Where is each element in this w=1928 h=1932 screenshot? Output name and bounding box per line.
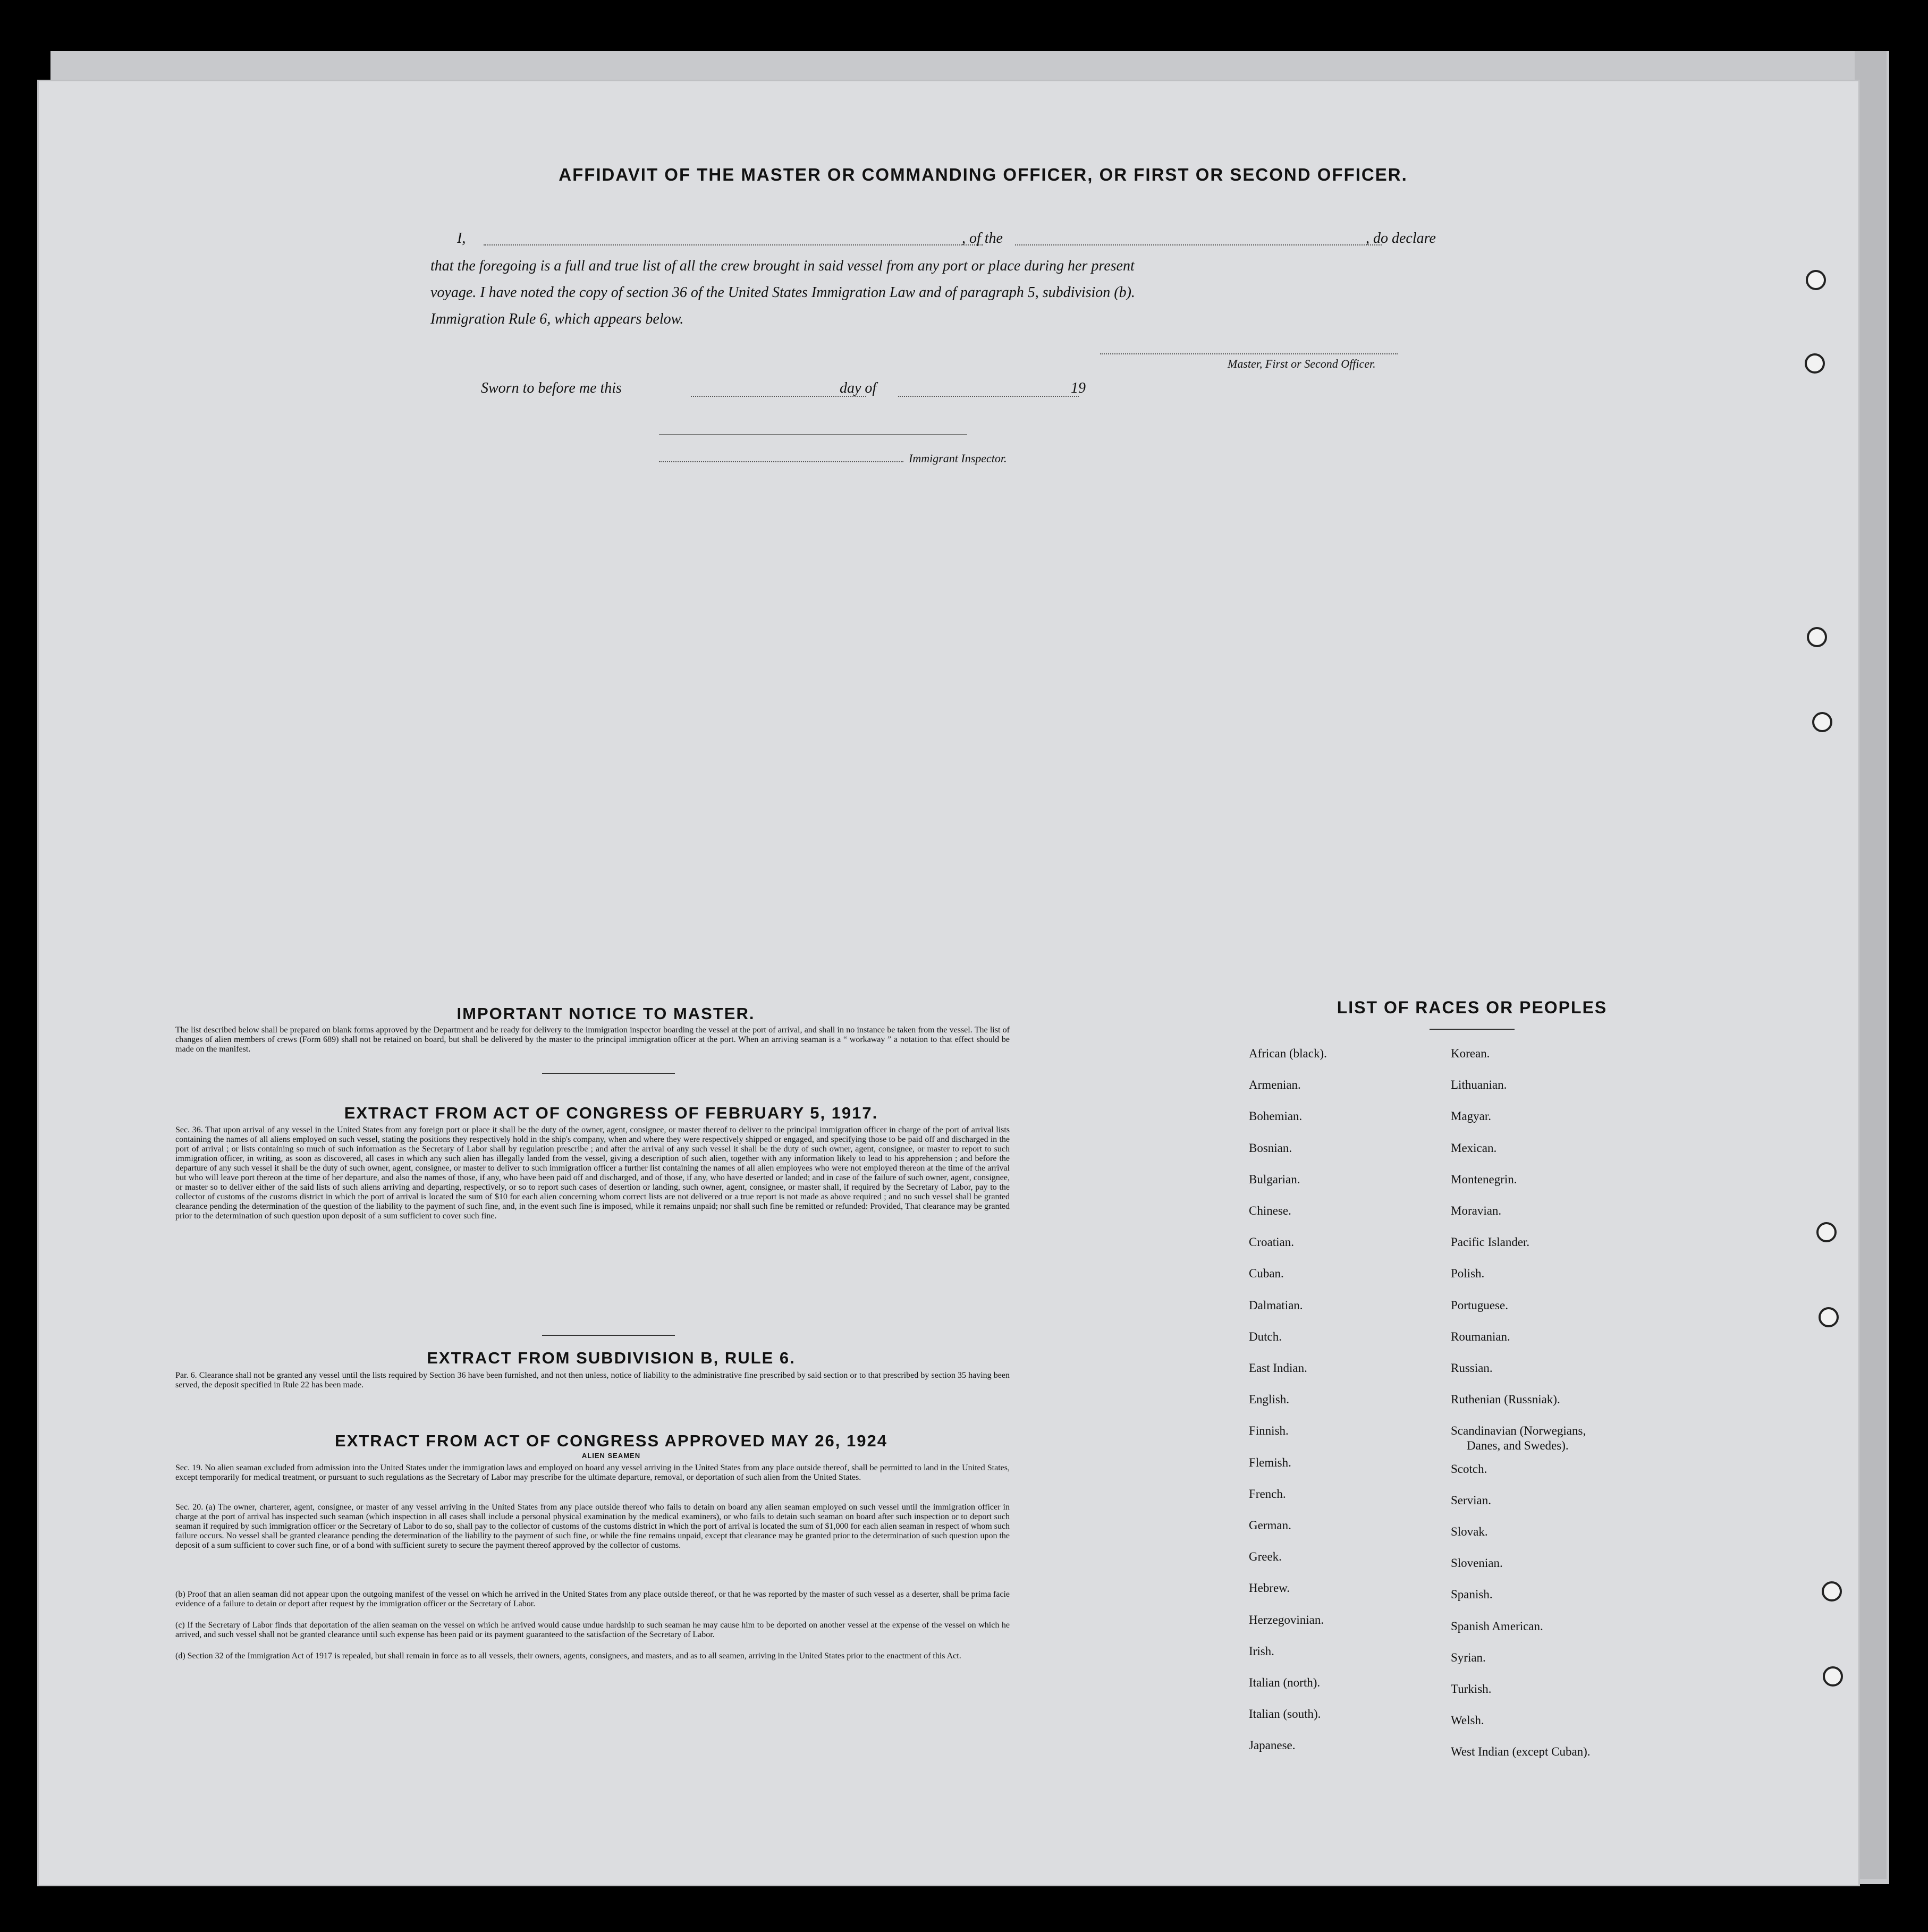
race-item: Cuban. xyxy=(1249,1267,1284,1281)
race-item: Lithuanian. xyxy=(1451,1078,1507,1092)
race-item: Ruthenian (Russniak). xyxy=(1451,1393,1560,1406)
race-item: Danes, and Swedes). xyxy=(1467,1439,1569,1453)
affidavit-line-3: voyage. I have noted the copy of section 36 of the United States Immigration Law and of paragraph 5, subdivision (b). xyxy=(430,284,1135,301)
sworn-month-blank xyxy=(898,396,1079,397)
race-item: Welsh. xyxy=(1451,1714,1484,1727)
notice-title: IMPORTANT NOTICE TO MASTER. xyxy=(456,1004,755,1023)
master-name-blank xyxy=(484,244,983,245)
race-item: Syrian. xyxy=(1451,1650,1486,1664)
race-item: Irish. xyxy=(1249,1644,1274,1658)
document-page xyxy=(37,80,1860,1886)
race-item: Spanish American. xyxy=(1451,1619,1543,1633)
sec20b-text: (b) Proof that an alien seaman did not appear upon the outgoing manifest of the vessel on which he arrived in the United States from any place outside thereof, or that he was reported by the master of such vessel as a deserter, shall be prima facie evidence of a failure to detain or deport after request by the immigration officer or the Secretary of Labor. xyxy=(175,1590,1010,1608)
divider xyxy=(1430,1029,1515,1030)
race-item: Portuguese. xyxy=(1451,1298,1508,1312)
extract-1917-text: Sec. 36. That upon arrival of any vessel in the United States from any foreign port or place it shall be the duty of the owner, agent, consignee, or master thereof to deliver to the principal immigration officer in charge of the port of arrival lists containing the names of all aliens employed on such vessel, stating the positions they respectively hold in the ship's company, when and where they were respectively shipped or engaged, and specifying those to be paid off and discharged in the port of arrival ; or lists containing so much of such information as the Secretary of Labor shall by regulation prescribe ; and after the arrival of any such vessel it shall be the duty of such owner, agent, consignee, or master to report to such immigration officer, in writing, as soon as discovered, all cases in which any such alien has illegally landed from the vessel, giving a description of such alien, together with any information likely to lead to his apprehension ; and before the departure of any such vessel it shall be the duty of such owner, agent, consignee, or master to deliver to such immigration officer a further list containing the names of all alien employees who were not employed thereon at the time of the arrival but who will leave port thereon at the time of her departure, and also the names of those, if any, who have been paid off and discharged, and of those, if any, who have deserted or landed; and in case of the failure of such owner, agent, consignee, or master so to deliver either of the said lists of such aliens arriving and departing, respectively, or so to report such cases of desertion or landing, such owner, agent, consignee, or master shall, if required by the Secretary of Labor, pay to the collector of customs of the customs district in which the port of arrival is located the sum of $10 for each alien concerning whom correct lists are not delivered or a true report is not made as above required ; and no such vessel shall be granted clearance pending the determination of the question of the liability to the payment of such fine, and, in the event such fine is imposed, while it remains unpaid; nor shall such fine be remitted or refunded: Provided, That clearance may be granted prior to the determination of such question upon deposit of a sum sufficient to cover such fine. xyxy=(175,1125,1010,1221)
signature-label: Master, First or Second Officer. xyxy=(1228,357,1376,370)
race-item: Bosnian. xyxy=(1249,1141,1292,1155)
binder-hole-icon xyxy=(1806,270,1826,290)
race-item: Korean. xyxy=(1451,1047,1490,1060)
extract-rule6-text: Par. 6. Clearance shall not be granted any vessel until the lists required by Section 36 have been furnished, and not then unless, notice of liability to the administrative fine prescribed by said section or to that prescribed by section 35 having been served, the deposit specified in Rule 22 has been made. xyxy=(175,1371,1010,1389)
extract-rule6-title: EXTRACT FROM SUBDIVISION B, RULE 6. xyxy=(427,1349,796,1367)
binder-hole-icon xyxy=(1819,1307,1839,1327)
race-item: Italian (north). xyxy=(1249,1676,1321,1689)
race-item: Slovak. xyxy=(1451,1525,1488,1538)
race-item: Pacific Islander. xyxy=(1451,1235,1530,1249)
race-item: Roumanian. xyxy=(1451,1329,1510,1343)
race-item: Japanese. xyxy=(1249,1739,1296,1752)
race-item: West Indian (except Cuban). xyxy=(1451,1745,1591,1759)
race-item: Turkish. xyxy=(1451,1682,1492,1696)
race-item: French. xyxy=(1249,1487,1286,1501)
affidavit-title: AFFIDAVIT OF THE MASTER OR COMMANDING OFFICER, OR FIRST OR SECOND OFFICER. xyxy=(559,165,1408,184)
race-item: Hebrew. xyxy=(1249,1581,1290,1595)
race-item: Herzegovinian. xyxy=(1249,1613,1324,1626)
race-item: Slovenian. xyxy=(1451,1556,1503,1570)
divider xyxy=(542,1335,675,1336)
inspector-signature-rule xyxy=(659,434,967,435)
notice-text: The list described below shall be prepared on blank forms approved by the Department and be ready for delivery to the immigration inspector boarding the vessel at the port of arrival, and shall in no instance be taken from the vessel. The list of changes of alien members of crews (Form 689) shall not be retained on board, but shall be delivered by the master to the principal immigration officer at the port. When an arriving seaman is a “ workaway ” a notation to that effect should be made on the manifest. xyxy=(175,1026,1010,1054)
sworn-start: Sworn to before me this xyxy=(481,380,622,396)
race-item: Bohemian. xyxy=(1249,1109,1303,1123)
race-item: Armenian. xyxy=(1249,1078,1301,1092)
race-item: East Indian. xyxy=(1249,1361,1307,1375)
affidavit-line-1-mid: , of the xyxy=(962,230,1003,247)
extract-1917-title: EXTRACT FROM ACT OF CONGRESS OF FEBRUARY 5, 1917. xyxy=(344,1104,878,1122)
extract-1924-title: EXTRACT FROM ACT OF CONGRESS APPROVED MAY 26, 1924 xyxy=(335,1431,887,1450)
sworn-mid: day of xyxy=(840,380,877,396)
race-item: Finnish. xyxy=(1249,1424,1289,1438)
binder-hole-icon xyxy=(1812,712,1832,732)
race-item: Chinese. xyxy=(1249,1204,1291,1217)
binder-hole-icon xyxy=(1823,1666,1843,1687)
binder-hole-icon xyxy=(1816,1222,1837,1242)
extract-1924-subtitle: ALIEN SEAMEN xyxy=(581,1452,641,1460)
race-item: Greek. xyxy=(1249,1550,1282,1564)
race-item: Magyar. xyxy=(1451,1109,1492,1123)
affidavit-line-4: Immigration Rule 6, which appears below. xyxy=(430,311,684,327)
sec20d-text: (d) Section 32 of the Immigration Act of 1917 is repealed, but shall remain in force as to all vessels, their owners, agents, consignees, and masters, and as to all seamen, arriving in the United States prior to the enactment of this Act. xyxy=(175,1651,961,1660)
race-item: Scandinavian (Norwegians, xyxy=(1451,1424,1586,1438)
binder-hole-icon xyxy=(1807,627,1827,647)
sec20a-text: Sec. 20. (a) The owner, charterer, agent, consignee, or master of any vessel arriving in the United States from any place outside thereof who fails to detain on board any alien seaman employed on such vessel until the immigration officer in charge at the port of arrival has inspected such seaman (which inspection in all cases shall include a personal physical examination by the medical examiners), or who fails to detain such seaman on board after such inspection or to deport such seaman if required by such immigration officer or the Secretary of Labor to do so, shall pay to the collector of customs of the customs district in which the port of arrival is located the sum of $1,000 for each alien seaman in respect of whom such failure occurs. No vessel shall be granted clearance pending the determination of the liability to the payment of such fine, or while the fine remains unpaid, except that clearance may be granted prior to the determination of such question upon the deposit of a sum sufficient to cover such fine, or of a bond with sufficient surety to secure the payment thereof approved by the collector of customs. xyxy=(175,1503,1010,1550)
race-item: Bulgarian. xyxy=(1249,1172,1300,1186)
sworn-year: 19 xyxy=(1071,380,1086,396)
race-item: German. xyxy=(1249,1519,1291,1532)
race-item: Scotch. xyxy=(1451,1462,1487,1476)
binder-hole-icon xyxy=(1805,353,1825,374)
race-item: Spanish. xyxy=(1451,1588,1493,1601)
race-item: Montenegrin. xyxy=(1451,1172,1517,1186)
race-item: Dutch. xyxy=(1249,1329,1282,1343)
race-item: Servian. xyxy=(1451,1493,1492,1507)
race-item: Russian. xyxy=(1451,1361,1493,1375)
sec19-text: Sec. 19. No alien seaman excluded from admission into the United States under the immigration laws and employed on board any vessel arriving in the United States from any place outside thereof, shall be permitted to land in the United States, except temporarily for medical treatment, or pursuant to such regulations as the Secretary of Labor may prescribe for the ultimate departure, removal, or deportation of such alien from the United States. xyxy=(175,1463,1010,1482)
affidavit-line-2: that the foregoing is a full and true list of all the crew brought in said vessel from any port or place during her present xyxy=(430,258,1135,274)
inspector-label: Immigrant Inspector. xyxy=(909,452,1007,465)
races-title: LIST OF RACES OR PEOPLES xyxy=(1337,998,1608,1017)
race-item: Moravian. xyxy=(1451,1204,1502,1217)
race-item: African (black). xyxy=(1249,1047,1327,1060)
vessel-name-blank xyxy=(1015,244,1382,245)
affidavit-line-1-start: I, xyxy=(457,230,466,247)
race-item: Flemish. xyxy=(1249,1455,1291,1469)
divider xyxy=(542,1073,675,1074)
race-item: Mexican. xyxy=(1451,1141,1497,1155)
inspector-blank xyxy=(659,461,903,462)
race-item: Dalmatian. xyxy=(1249,1298,1303,1312)
affidavit-line-1-end: , do declare xyxy=(1366,230,1436,247)
signature-blank xyxy=(1100,353,1398,354)
race-item: Polish. xyxy=(1451,1267,1485,1281)
race-item: English. xyxy=(1249,1393,1290,1406)
sec20c-text: (c) If the Secretary of Labor finds that deportation of the alien seaman on the vessel on which he arrived would cause undue hardship to such seaman he may cause him to be deported on another vessel at the expense of the vessel on which he arrived, and such vessel shall not be granted clearance until such expense has been paid or its payment guaranteed to the satisfaction of the Secretary of Labor. xyxy=(175,1621,1010,1639)
race-item: Italian (south). xyxy=(1249,1707,1321,1721)
binder-hole-icon xyxy=(1822,1581,1842,1601)
race-item: Croatian. xyxy=(1249,1235,1294,1249)
